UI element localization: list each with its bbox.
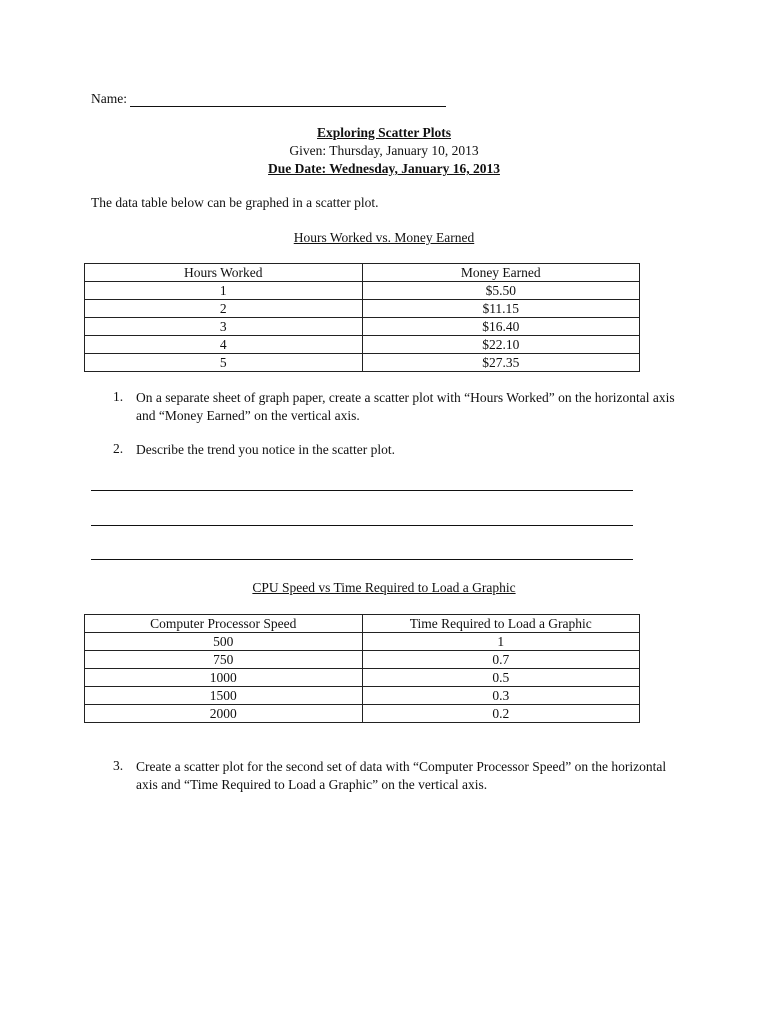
- table-cell: $27.35: [362, 354, 640, 372]
- document-title: Exploring Scatter Plots: [317, 125, 451, 140]
- table-cell: $11.15: [362, 300, 640, 318]
- answer-line[interactable]: [91, 525, 633, 526]
- table-cell: 2: [85, 300, 363, 318]
- hours-money-table: [84, 263, 640, 372]
- table1-title: Hours Worked vs. Money Earned: [293, 230, 475, 245]
- table-cell: 0.5: [362, 669, 640, 687]
- table-cell: 5: [85, 354, 363, 372]
- table-row: [85, 318, 640, 336]
- question-number: 2.: [113, 441, 124, 456]
- intro-text: The data table below can be graphed in a scatter plot.: [91, 195, 379, 210]
- question-text: Describe the trend you notice in the scatter plot.: [136, 442, 396, 457]
- name-blank-line[interactable]: [130, 106, 446, 107]
- table-cell: $22.10: [362, 336, 640, 354]
- table2-title: CPU Speed vs Time Required to Load a Graphic: [252, 580, 516, 595]
- table-cell: 0.7: [362, 651, 640, 669]
- table-header-row: [85, 615, 640, 633]
- table-cell: 750: [85, 651, 363, 669]
- question-text: On a separate sheet of graph paper, create a scatter plot with “Hours Worked” on the horizontal axis and “Money Earned” on the vertical axis.: [136, 390, 675, 423]
- table-row: [85, 336, 640, 354]
- column-header: Money Earned: [362, 264, 640, 282]
- answer-line[interactable]: [91, 490, 633, 491]
- given-date: Given: Thursday, January 10, 2013: [289, 143, 479, 158]
- table-row: [85, 633, 640, 651]
- table-cell: 0.2: [362, 705, 640, 723]
- cpu-speed-table: [84, 614, 640, 723]
- table-cell: 3: [85, 318, 363, 336]
- table-header-row: [85, 264, 640, 282]
- table-row: [85, 687, 640, 705]
- question-text: Create a scatter plot for the second set of data with “Computer Processor Speed” on the horizontal axis and “Time Required to Load a Graphic” on the vertical axis.: [136, 759, 667, 792]
- table-cell: 1000: [85, 669, 363, 687]
- table-row: [85, 705, 640, 723]
- table-row: [85, 669, 640, 687]
- table-cell: $5.50: [362, 282, 640, 300]
- table-cell: 500: [85, 633, 363, 651]
- question-number: 1.: [113, 389, 124, 404]
- question-number: 3.: [113, 758, 124, 773]
- table-cell: 2000: [85, 705, 363, 723]
- column-header: Computer Processor Speed: [85, 615, 363, 633]
- table-row: [85, 651, 640, 669]
- name-label: Name:: [91, 91, 127, 106]
- table-cell: 0.3: [362, 687, 640, 705]
- table-cell: $16.40: [362, 318, 640, 336]
- answer-line[interactable]: [91, 559, 633, 560]
- table-row: [85, 354, 640, 372]
- table-cell: 1: [85, 282, 363, 300]
- table-row: [85, 282, 640, 300]
- table-cell: 1500: [85, 687, 363, 705]
- due-date: Due Date: Wednesday, January 16, 2013: [268, 161, 500, 176]
- table-cell: 4: [85, 336, 363, 354]
- column-header: Hours Worked: [85, 264, 363, 282]
- column-header: Time Required to Load a Graphic: [362, 615, 640, 633]
- table-row: [85, 300, 640, 318]
- table-cell: 1: [362, 633, 640, 651]
